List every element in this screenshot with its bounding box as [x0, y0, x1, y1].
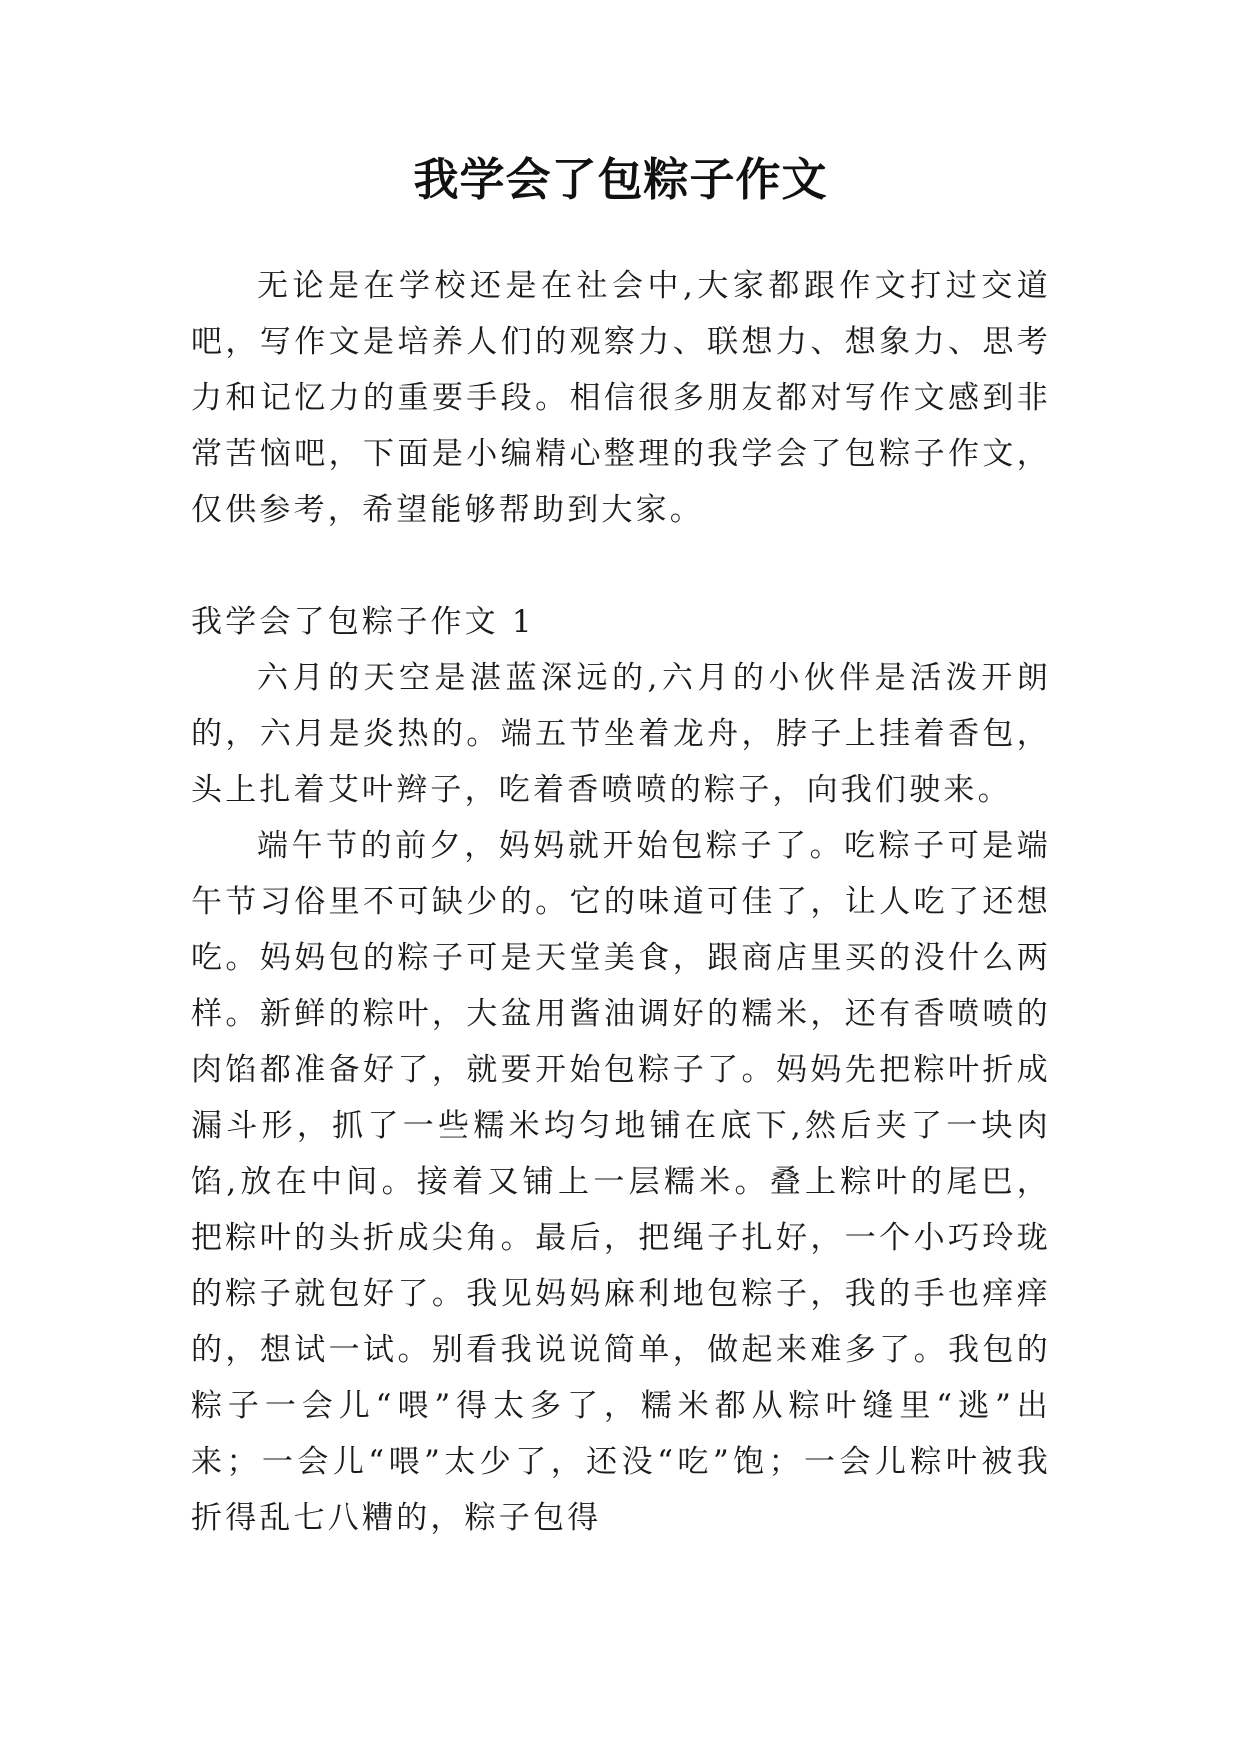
document-title: 我学会了包粽子作文	[413, 153, 828, 206]
intro-paragraph: 无论是在学校还是在社会中,大家都跟作文打过交道吧，写作文是培养人们的观察力、联想力、想象力、思考力和记忆力的重要手段。相信很多朋友都对写作文感到非常苦恼吧，下面是小编精心整理的我学会了包粽子作文，仅供参考，希望能够帮助到大家。	[191, 268, 1051, 528]
document-body	[191, 258, 1051, 1546]
body-paragraph-2: 端午节的前夕，妈妈就开始包粽子了。吃粽子可是端午节习俗里不可缺少的。它的味道可佳了，让人吃了还想吃。妈妈包的粽子可是天堂美食，跟商店里买的没什么两样。新鲜的粽叶，大盆用酱油调好的糯米，还有香喷喷的肉馅都准备好了，就要开始包粽子了。妈妈先把粽叶折成漏斗形，抓了一些糯米均匀地铺在底下,然后夹了一块肉馅,放在中间。接着又铺上一层糯米。叠上粽叶的尾巴，把粽叶的头折成尖角。最后，把绳子扎好，一个小巧玲珑的粽子就包好了。我见妈妈麻利地包粽子，我的手也痒痒的，想试一试。别看我说说简单，做起来难多了。我包的粽子一会儿“喂”得太多了，糯米都从粽叶缝里“逃”出来；一会儿“喂”太少了，还没“吃”饱；一会儿粽叶被我折得乱七八糟的，粽子包得	[191, 828, 1051, 1536]
body-paragraph-1: 六月的天空是湛蓝深远的,六月的小伙伴是活泼开朗的，六月是炎热的。端五节坐着龙舟，脖子上挂着香包，头上扎着艾叶辫子，吃着香喷喷的粽子，向我们驶来。	[191, 660, 1051, 808]
section-heading: 我学会了包粽子作文 1	[191, 604, 535, 640]
paragraph-spacer	[191, 538, 1051, 594]
